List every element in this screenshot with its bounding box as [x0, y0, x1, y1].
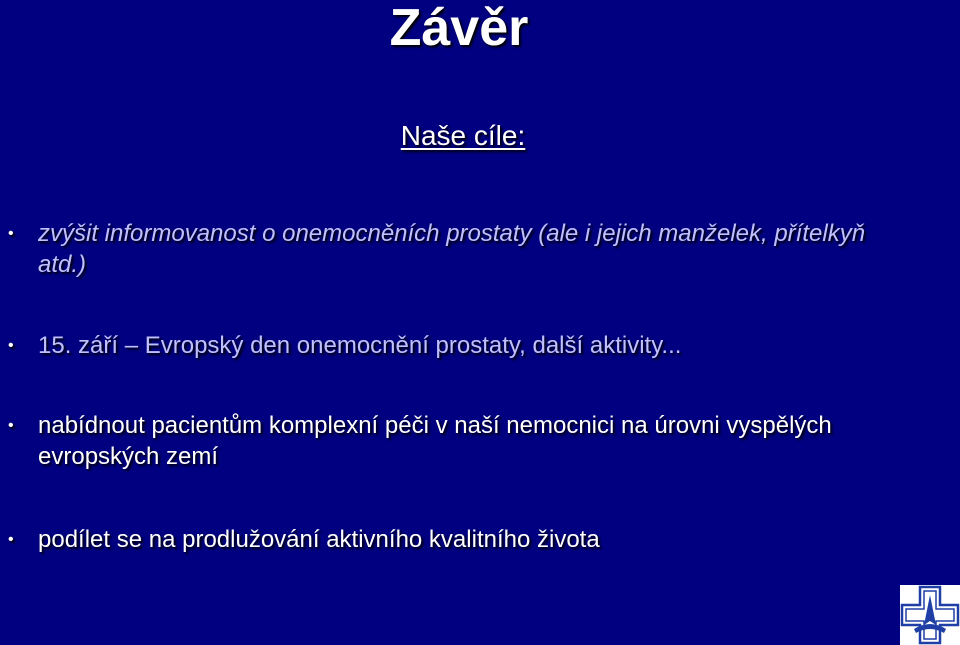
list-item-text: zvýšit informovanost o onemocněních prostaty (ale i jejich manželek, přítelkyň atd.)	[38, 220, 866, 278]
slide-title: Závěr	[389, 0, 529, 57]
list-item	[0, 218, 900, 280]
bullet-icon: •	[8, 225, 14, 242]
list-item	[0, 410, 900, 472]
slide-subtitle: Naše cíle:	[400, 120, 526, 151]
hospital-logo-icon	[900, 585, 960, 645]
bullet-icon: •	[8, 531, 14, 548]
list-item	[0, 524, 900, 555]
list-item-text: podílet se na prodlužování aktivního kvalitního života	[38, 526, 600, 553]
list-item-text: nabídnout pacientům komplexní péči v naší nemocnici na úrovni vyspělých evropských zemí	[38, 412, 832, 470]
bullet-icon: •	[8, 337, 14, 354]
bullet-icon: •	[8, 417, 14, 434]
list-item	[0, 330, 900, 361]
list-item-text: 15. září – Evropský den onemocnění prostaty, další aktivity...	[38, 332, 682, 359]
